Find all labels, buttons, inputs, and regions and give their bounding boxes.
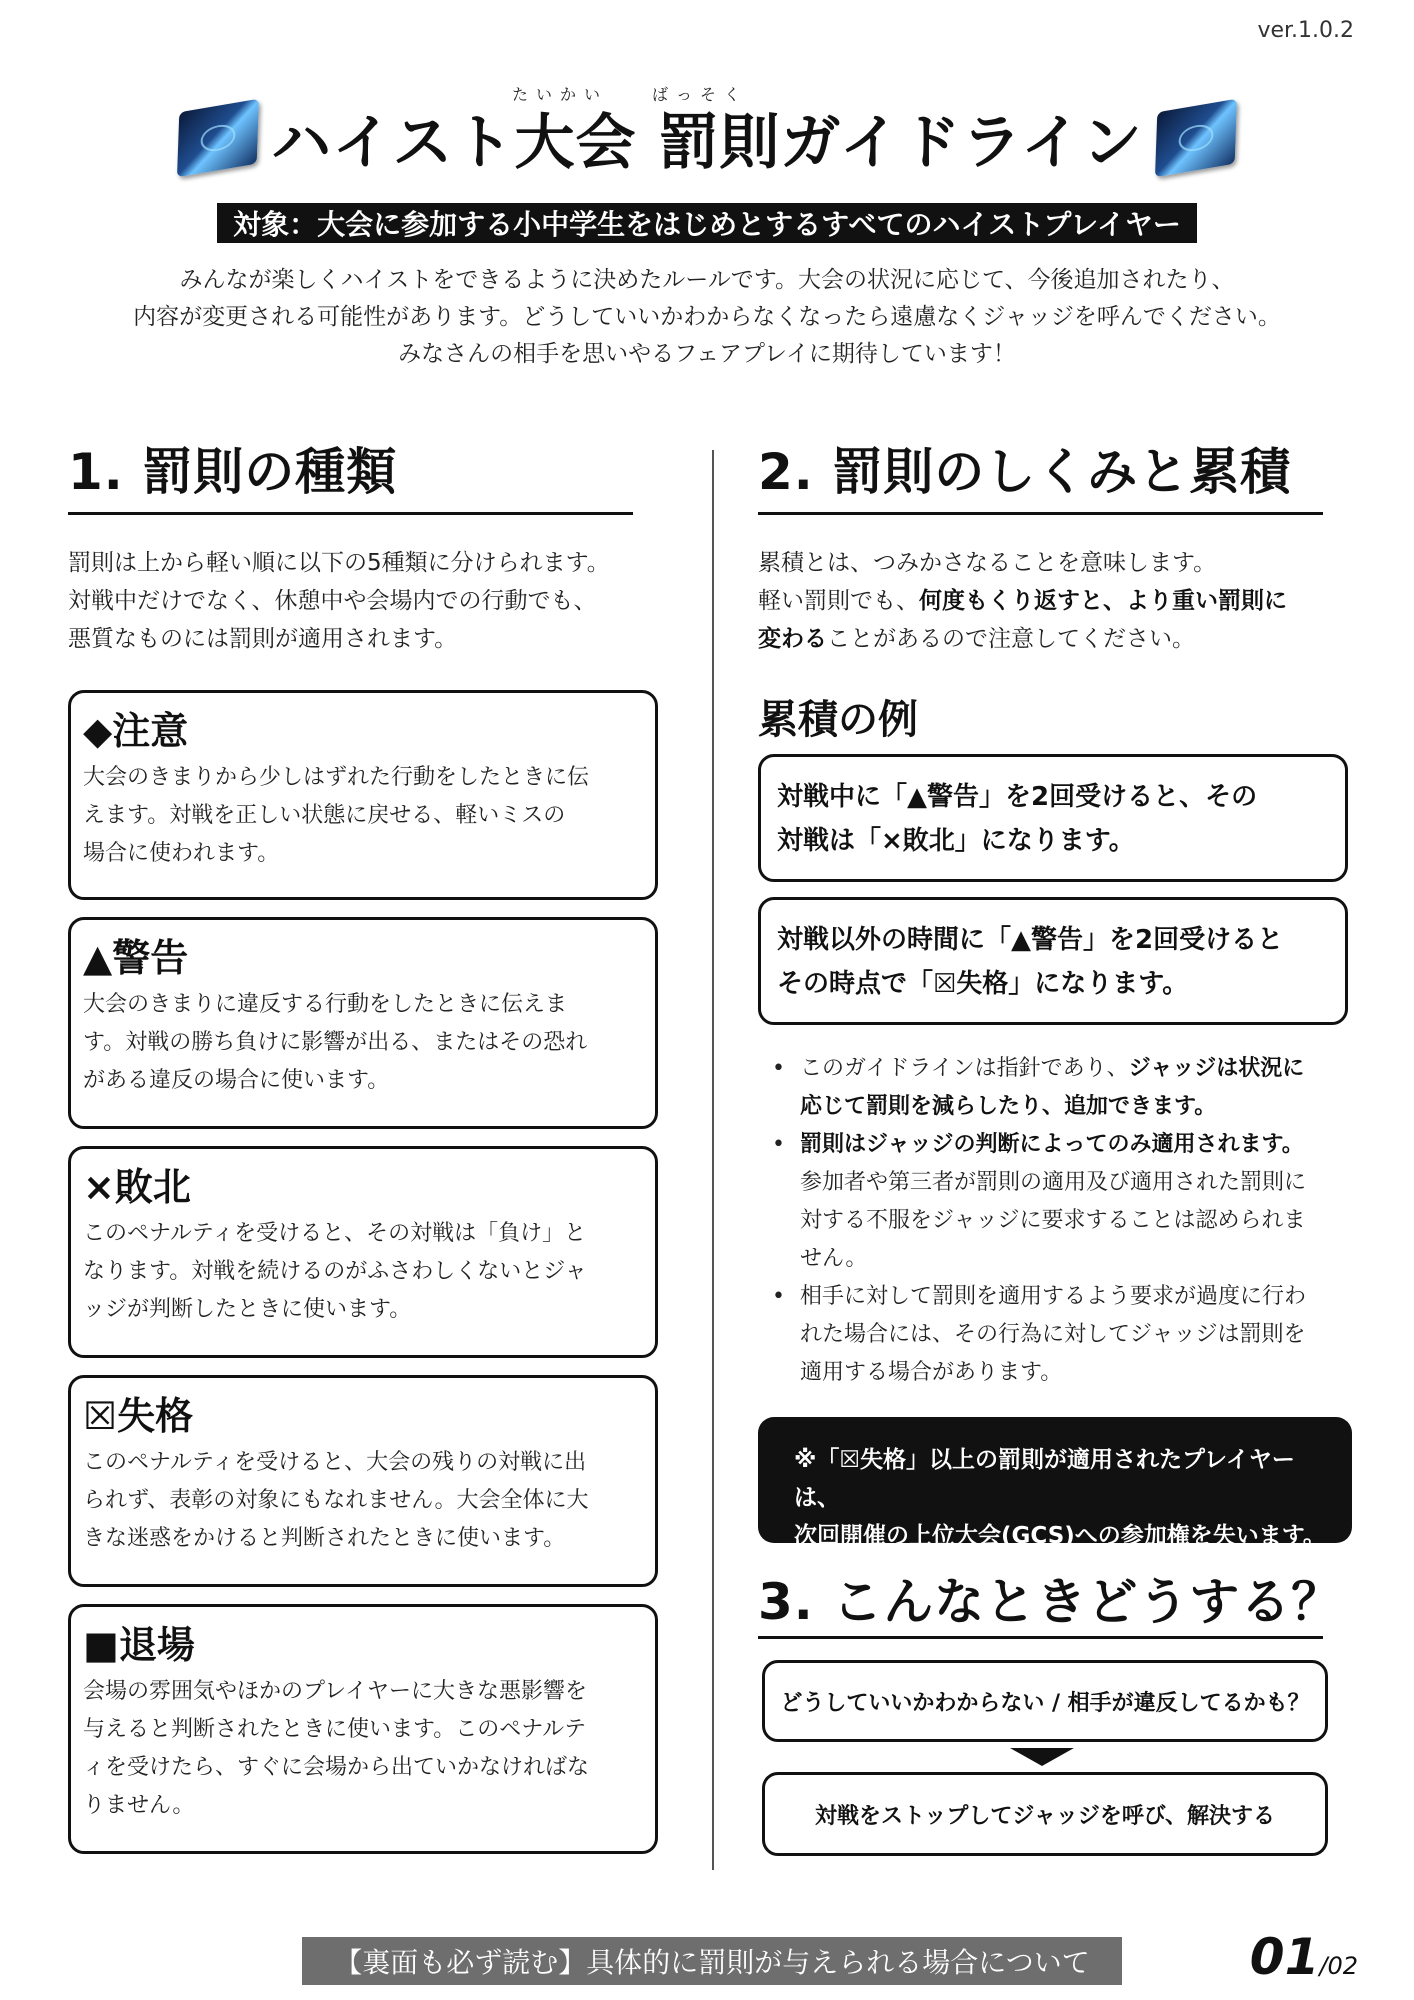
note-text: れた場合には、その行為に対してジャッジは罰則を bbox=[800, 1322, 1306, 1347]
section2-rule bbox=[758, 512, 1323, 515]
example-line: 対戦は「×敗北」になります。 bbox=[777, 826, 1135, 856]
flow-arrow-icon bbox=[1010, 1748, 1074, 1766]
penalty-line: 大会のきまりから少しはずれた行動をしたときに伝 bbox=[83, 765, 590, 790]
target-banner: 対象：大会に参加する小中学生をはじめとするすべてのハイストプレイヤー bbox=[217, 203, 1197, 243]
note-emphasis: 応じて罰則を減らしたり、追加できます。 bbox=[800, 1094, 1217, 1119]
section1-intro bbox=[68, 544, 668, 658]
page-header bbox=[0, 95, 1414, 181]
penalty-line: りません。 bbox=[83, 1793, 195, 1818]
penalty-title: ■退場 bbox=[83, 1623, 195, 1667]
penalty-line: す。対戦の勝ち負けに影響が出る、またはその恐れ bbox=[83, 1030, 588, 1055]
note-text: このガイドラインは指針であり、 bbox=[800, 1056, 1129, 1081]
note-text: せん。 bbox=[800, 1246, 868, 1271]
penalty-line: られず、表彰の対象にもなれません。大会全体に大 bbox=[83, 1488, 589, 1513]
note-text: 適用する場合があります。 bbox=[800, 1360, 1063, 1385]
title-ruby-left: たいかい bbox=[512, 85, 609, 104]
section3-title: 3. こんなときどうする？ bbox=[758, 1573, 1343, 1631]
penalty-line: ッジが判断したときに使います。 bbox=[83, 1297, 412, 1322]
note-emphasis: 罰則はジャッジの判断によってのみ適用されます。 bbox=[800, 1132, 1304, 1157]
disqualification-notice bbox=[758, 1417, 1352, 1549]
note-text: 相手に対して罰則を適用するよう要求が過度に行わ bbox=[800, 1284, 1307, 1309]
penalty-disqualification-box bbox=[68, 1375, 658, 1587]
intro-line: みなさんの相手を思いやるフェアプレイに期待しています！ bbox=[398, 341, 1016, 367]
penalty-line: 場合に使われます。 bbox=[83, 841, 280, 866]
note-text: 参加者や第三者が罰則の適用及び適用された罰則に bbox=[800, 1170, 1307, 1195]
intro-line: 累積とは、つみかさなることを意味します。 bbox=[758, 550, 1217, 576]
notice-line: ※「☒失格」以上の罰則が適用されたプレイヤーは、 bbox=[794, 1447, 1295, 1511]
example-box bbox=[758, 754, 1348, 882]
page-number bbox=[1250, 1928, 1358, 1986]
example-heading: 累積の例 bbox=[758, 697, 918, 743]
example-line: 対戦中に「▲警告」を2回受けると、その bbox=[777, 782, 1258, 812]
intro-line bbox=[758, 620, 1358, 658]
example-line: 対戦以外の時間に「▲警告」を2回受けると bbox=[777, 925, 1284, 955]
card-left-image bbox=[177, 99, 259, 178]
section1-title: 1. 罰則の種類 bbox=[68, 443, 398, 501]
intro-line: 罰則は上から軽い順に以下の5種類に分けられます。 bbox=[68, 550, 610, 576]
penalty-loss-box bbox=[68, 1146, 658, 1358]
card-right-image bbox=[1155, 99, 1237, 178]
example-line: その時点で「☒失格」になります。 bbox=[777, 969, 1189, 999]
penalty-warning-box bbox=[68, 917, 658, 1129]
penalty-line: 会場の雰囲気やほかのプレイヤーに大きな悪影響を bbox=[83, 1679, 588, 1704]
penalty-description bbox=[83, 1444, 643, 1558]
section2-intro bbox=[758, 544, 1358, 658]
flow-question-box: どうしていいかわからない / 相手が違反してるかも？ bbox=[762, 1660, 1328, 1742]
title-ruby-right: ばっそく bbox=[652, 85, 749, 104]
intro-emphasis: 変わる bbox=[758, 626, 827, 652]
intro-text: ことがあるので注意してください。 bbox=[827, 626, 1195, 652]
penalty-line: このペナルティを受けると、その対戦は「負け」と bbox=[83, 1221, 587, 1246]
list-item bbox=[766, 1126, 1356, 1278]
penalty-description bbox=[83, 1215, 643, 1329]
intro-emphasis: 何度もくり返すと、より重い罰則に bbox=[919, 588, 1287, 614]
note-emphasis: ジャッジは状況に bbox=[1128, 1056, 1305, 1081]
penalty-line: ィを受けたら、すぐに会場から出ていかなければな bbox=[83, 1755, 590, 1780]
intro-line bbox=[758, 582, 1358, 620]
penalty-line: きな迷惑をかけると判断されたときに使います。 bbox=[83, 1526, 566, 1551]
penalty-description bbox=[83, 759, 643, 873]
section1-rule bbox=[68, 512, 633, 515]
penalty-description bbox=[83, 1673, 643, 1825]
section2-title: 2. 罰則のしくみと累積 bbox=[758, 443, 1292, 501]
penalty-description bbox=[83, 986, 643, 1100]
list-item bbox=[766, 1050, 1356, 1126]
penalty-title: ☒失格 bbox=[83, 1394, 194, 1438]
intro-line: 対戦中だけでなく、休憩中や会場内での行動でも、 bbox=[68, 588, 597, 614]
intro-text: 軽い罰則でも、 bbox=[758, 588, 919, 614]
list-item bbox=[766, 1278, 1356, 1392]
intro-line: みんなが楽しくハイストをできるように決めたルールです。大会の状況に応じて、今後追加されたり、 bbox=[179, 267, 1235, 293]
penalty-line: このペナルティを受けると、大会の残りの対戦に出 bbox=[83, 1450, 587, 1475]
page-total: /02 bbox=[1319, 1952, 1358, 1980]
page-current: 01 bbox=[1249, 1928, 1320, 1986]
page-title: ハイスト大会 罰則ガイドライン bbox=[271, 108, 1143, 178]
notes-list bbox=[766, 1050, 1356, 1392]
section3-rule bbox=[758, 1636, 1323, 1639]
example-box bbox=[758, 897, 1348, 1025]
penalty-title: ◆注意 bbox=[83, 709, 189, 753]
penalty-line: 与えると判断されたときに使います。このペナルテ bbox=[83, 1717, 587, 1742]
notice-line: 次回開催の上位大会(GCS)への参加権を失います。 bbox=[794, 1523, 1326, 1549]
penalty-title: ×敗北 bbox=[83, 1165, 191, 1209]
back-page-banner: 【裏面も必ず読む】具体的に罰則が与えられる場合について bbox=[302, 1937, 1122, 1985]
column-divider bbox=[712, 450, 714, 1870]
penalty-line: えます。対戦を正しい状態に戻せる、軽いミスの bbox=[83, 803, 566, 828]
penalty-expulsion-box bbox=[68, 1604, 658, 1854]
intro-paragraph bbox=[60, 262, 1354, 373]
version-label: ver.1.0.2 bbox=[1257, 18, 1354, 43]
penalty-line: なります。対戦を続けるのがふさわしくないとジャ bbox=[83, 1259, 587, 1284]
intro-line: 内容が変更される可能性があります。どうしていいかわからなくなったら遠慮なくジャッジを呼んでください。 bbox=[133, 304, 1281, 330]
penalty-line: がある違反の場合に使います。 bbox=[83, 1068, 390, 1093]
penalty-caution-box bbox=[68, 690, 658, 900]
intro-line: 悪質なものには罰則が適用されます。 bbox=[68, 626, 458, 652]
note-text: 対する不服をジャッジに要求することは認められま bbox=[800, 1208, 1306, 1233]
flow-answer-box: 対戦をストップしてジャッジを呼び、解決する bbox=[762, 1772, 1328, 1856]
penalty-line: 大会のきまりに違反する行動をしたときに伝えま bbox=[83, 992, 568, 1017]
penalty-title: ▲警告 bbox=[83, 936, 189, 980]
